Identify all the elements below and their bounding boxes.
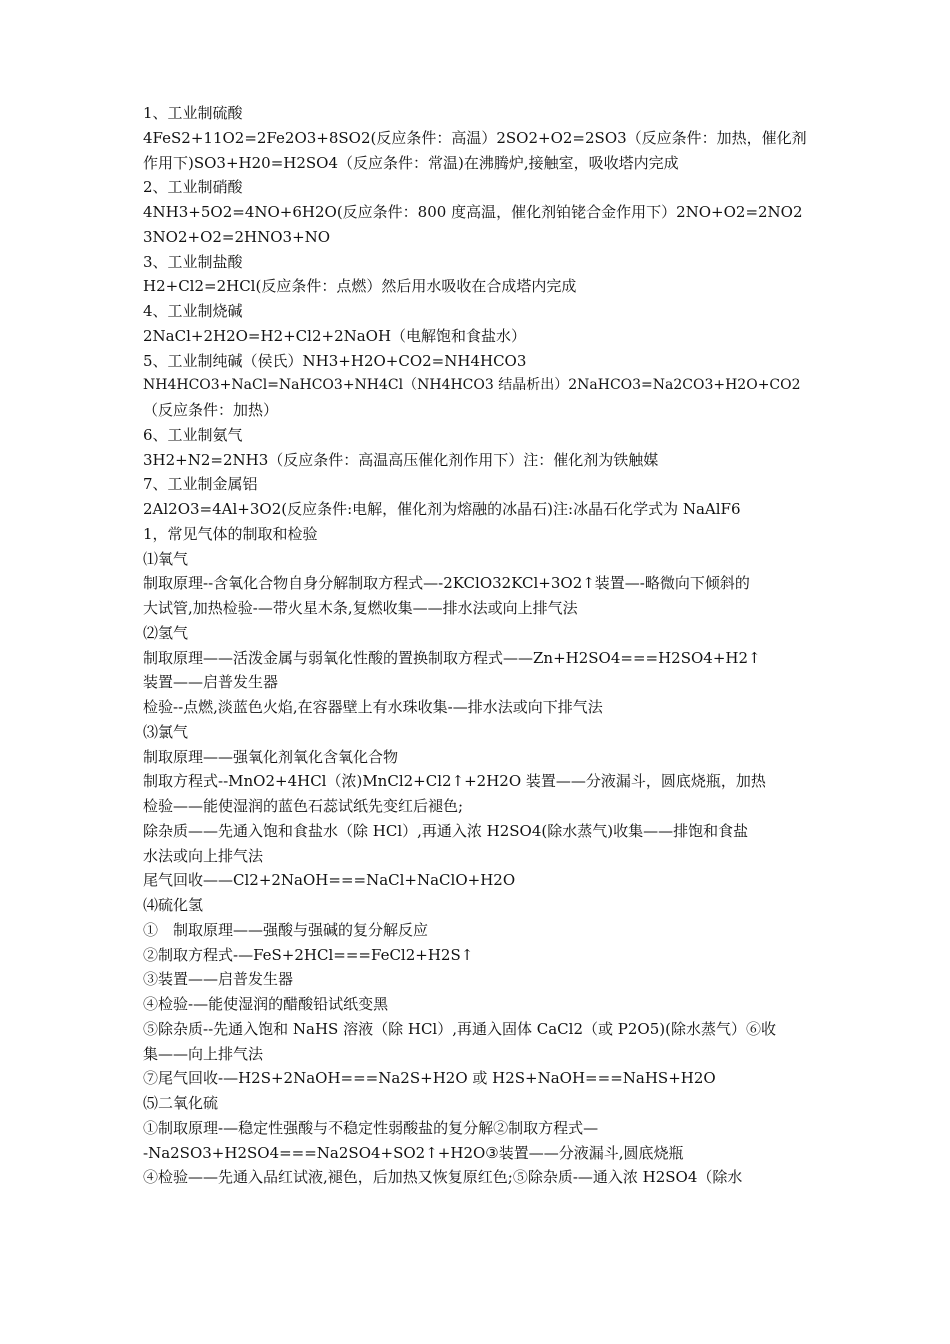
text-line: 1、工业制硫酸 — [143, 104, 243, 122]
text-line: （反应条件：加热） — [143, 401, 279, 419]
text-line: 制取方程式--MnO2+4HCl（浓)MnCl2+Cl2↑+2H2O 装置——分液漏斗，圆底烧瓶，加热 — [143, 772, 766, 791]
text-line: 3H2+N2=2NH3（反应条件：高温高压催化剂作用下）注：催化剂为铁触媒 — [143, 450, 659, 469]
text-line: 检验--点燃,淡蓝色火焰,在容器壁上有水珠收集-—排水法或向下排气法 — [143, 698, 603, 716]
text-line: ④检验——先通入品红试液,褪色，后加热又恢复原红色;⑤除杂质-—通入浓 H2SO4（除水 — [143, 1168, 743, 1187]
text-line: 4NH3+5O2=4NO+6H2O(反应条件：800 度高温，催化剂铂铑合金作用下）2NO+O2=2NO2 — [143, 203, 803, 221]
text-line: 制取原理--含氧化合物自身分解制取方程式—-2KClO32KCl+3O2↑装置—-略微向下倾斜的 — [143, 574, 750, 593]
text-line: 装置——启普发生器 — [143, 673, 279, 692]
text-line: 7、工业制金属铝 — [143, 475, 258, 494]
text-line: 制取原理——强氧化剂氧化含氧化合物 — [143, 747, 399, 766]
text-line: 尾气回收——Cl2+2NaOH===NaCl+NaClO+H2O — [143, 871, 516, 890]
text-line: 4FeS2+11O2=2Fe2O3+8SO2(反应条件：高温）2SO2+O2=2SO3（反应条件：加热，催化剂 — [143, 128, 807, 147]
text-line: 除杂质——先通入饱和食盐水（除 HCl）,再通入浓 H2SO4(除水蒸气)收集——排饱和食盐 — [143, 821, 749, 840]
text-line: ⑴氧气 — [143, 549, 189, 568]
text-line: ⑵氢气 — [143, 623, 189, 642]
text-line: 2Al2O3=4Al+3O2(反应条件:电解，催化剂为熔融的冰晶石)注:冰晶石化学式为 NaAlF6 — [143, 500, 741, 518]
text-line: 5、工业制纯碱（侯氏）NH3+H2O+CO2=NH4HCO3 — [143, 351, 527, 370]
text-line: ①制取原理-—稳定性强酸与不稳定性弱酸盐的复分解②制取方程式— — [143, 1118, 599, 1137]
text-line: 3、工业制盐酸 — [143, 252, 243, 271]
text-line: ⑤除杂质--先通入饱和 NaHS 溶液（除 HCl）,再通入固体 CaCl2（或 P2O5)(除水蒸气）⑥收 — [143, 1019, 776, 1038]
text-line: -Na2SO3+H2SO4===Na2SO4+SO2↑+H2O③装置——分液漏斗,圆底烧瓶 — [143, 1143, 684, 1162]
text-line: H2+Cl2=2HCl(反应条件：点燃）然后用水吸收在合成塔内完成 — [143, 277, 577, 296]
text-line: 检验——能使湿润的蓝色石蕊试纸先变红后褪色; — [143, 797, 464, 815]
text-line: 2、工业制硝酸 — [143, 178, 243, 197]
text-line: ⑶氯气 — [143, 722, 189, 741]
text-line: 制取原理——活泼金属与弱氧化性酸的置换制取方程式——Zn+H2SO4===H2SO4+H2↑ — [143, 648, 761, 667]
text-line: 水法或向上排气法 — [143, 846, 264, 865]
text-line: 6、工业制氨气 — [143, 425, 243, 444]
text-line: ②制取方程式-—FeS+2HCl===FeCl2+H2S↑ — [143, 945, 474, 964]
text-line: ③装置——启普发生器 — [143, 970, 294, 989]
text-line: ⑷硫化氢 — [143, 896, 204, 914]
text-line: 2NaCl+2H2O=H2+Cl2+2NaOH（电解饱和食盐水） — [143, 326, 527, 345]
text-line: ④检验-—能使湿润的醋酸铅试纸变黑 — [143, 995, 389, 1013]
text-line: 大试管,加热检验-—带火星木条,复燃收集——排水法或向上排气法 — [143, 599, 578, 617]
text-line: 作用下)SO3+H20=H2SO4（反应条件：常温)在沸腾炉,接触室，吸收塔内完成 — [143, 153, 679, 172]
text-line: ① 制取原理——强酸与强碱的复分解反应 — [143, 920, 429, 939]
text-line: ⑸二氧化硫 — [143, 1094, 219, 1112]
text-line: 集——向上排气法 — [143, 1044, 264, 1063]
text-line: 3NO2+O2=2HNO3+NO — [143, 227, 331, 246]
text-line: NH4HCO3+NaCl=NaHCO3+NH4Cl（NH4HCO3 结晶析出）2NaHCO3=Na2CO3+H2O+CO2 — [143, 377, 801, 394]
text-line: ⑦尾气回收-—H2S+2NaOH===Na2S+H2O 或 H2S+NaOH===NaHS+H2O — [143, 1069, 716, 1088]
text-line: 1，常见气体的制取和检验 — [143, 524, 318, 543]
document-page — [143, 101, 809, 1190]
text-line: 4、工业制烧碱 — [143, 302, 243, 320]
